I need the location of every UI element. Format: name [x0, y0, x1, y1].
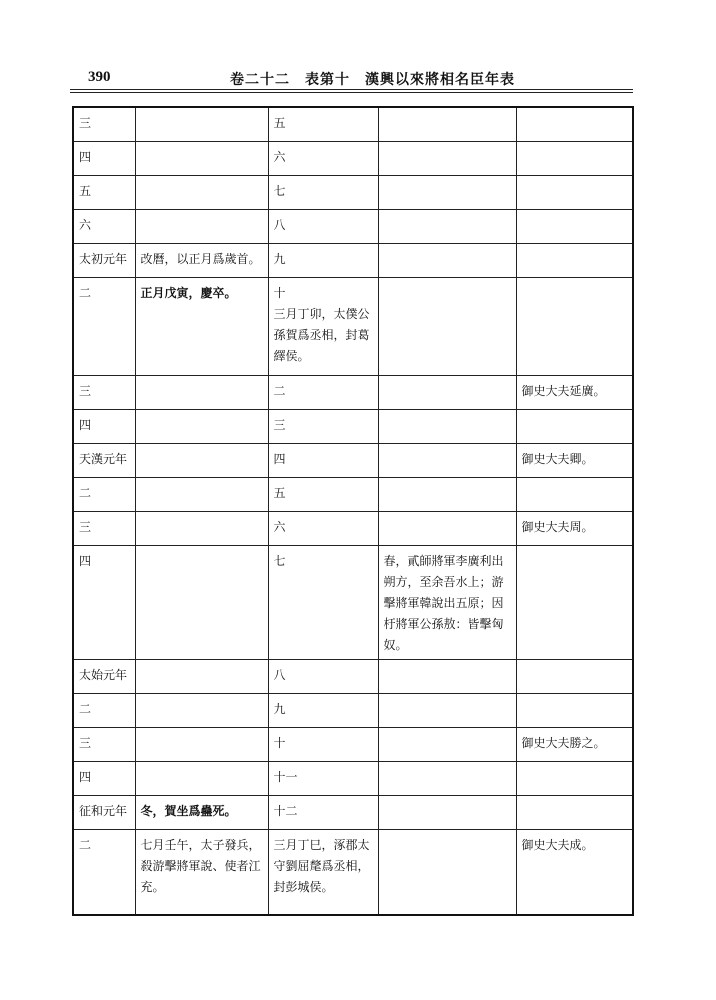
- page-number: 390: [88, 69, 111, 85]
- table-row: [73, 244, 633, 278]
- censor-cell: 御史大夫延廣。: [516, 376, 633, 410]
- year-cell: 三: [73, 376, 135, 410]
- general-cell: [378, 176, 516, 210]
- events-cell: 冬，賀坐爲蠱死。: [135, 796, 268, 830]
- table-row: [73, 278, 633, 376]
- chancellor-cell: 十 三月丁卯，太僕公孫賀爲丞相，封葛繹侯。: [268, 278, 378, 376]
- events-cell: [135, 478, 268, 512]
- chancellor-cell: 五: [268, 107, 378, 142]
- general-cell: [378, 694, 516, 728]
- events-cell: [135, 660, 268, 694]
- table-row: [73, 796, 633, 830]
- events-cell: 正月戊寅，慶卒。: [135, 278, 268, 376]
- table-row: [73, 762, 633, 796]
- chancellor-cell: 七: [268, 546, 378, 660]
- censor-cell: [516, 762, 633, 796]
- general-cell: [378, 762, 516, 796]
- table-row: [73, 176, 633, 210]
- header-rule: [70, 89, 633, 90]
- page-header: [70, 60, 630, 90]
- year-cell: 二: [73, 478, 135, 512]
- events-cell: [135, 410, 268, 444]
- chancellor-cell: 四: [268, 444, 378, 478]
- general-cell: [378, 107, 516, 142]
- table-row: [73, 546, 633, 660]
- year-cell: 二: [73, 278, 135, 376]
- year-cell: 三: [73, 107, 135, 142]
- general-cell: [378, 512, 516, 546]
- running-title: 卷二十二 表第十 漢興以來將相名臣年表: [230, 72, 515, 88]
- events-cell: [135, 142, 268, 176]
- table-row: [73, 107, 633, 142]
- censor-cell: [516, 796, 633, 830]
- general-cell: [378, 478, 516, 512]
- year-cell: 四: [73, 410, 135, 444]
- events-cell: [135, 694, 268, 728]
- censor-cell: [516, 176, 633, 210]
- chronological-table: [72, 106, 634, 916]
- table-row: [73, 512, 633, 546]
- chancellor-cell: 八: [268, 660, 378, 694]
- table-row: [73, 660, 633, 694]
- censor-cell: [516, 410, 633, 444]
- general-cell: 春，貳師將軍李廣利出朔方，至余吾水上；游擊將軍韓說出五原；因杅將軍公孫敖：皆擊匈奴。: [378, 546, 516, 660]
- events-cell: 改曆，以正月爲歲首。: [135, 244, 268, 278]
- table-row: [73, 478, 633, 512]
- chancellor-cell: 五: [268, 478, 378, 512]
- year-cell: 四: [73, 546, 135, 660]
- general-cell: [378, 796, 516, 830]
- chancellor-cell: 十一: [268, 762, 378, 796]
- events-cell: [135, 176, 268, 210]
- year-cell: 天漢元年: [73, 444, 135, 478]
- general-cell: [378, 728, 516, 762]
- year-cell: 三: [73, 512, 135, 546]
- chancellor-cell: 九: [268, 694, 378, 728]
- censor-cell: [516, 694, 633, 728]
- year-cell: 三: [73, 728, 135, 762]
- censor-cell: [516, 278, 633, 376]
- chancellor-cell: 八: [268, 210, 378, 244]
- chancellor-cell: 六: [268, 142, 378, 176]
- year-cell: 四: [73, 762, 135, 796]
- general-cell: [378, 444, 516, 478]
- censor-cell: 御史大夫卿。: [516, 444, 633, 478]
- general-cell: [378, 660, 516, 694]
- table-row: [73, 728, 633, 762]
- table-row: [73, 444, 633, 478]
- events-cell: [135, 107, 268, 142]
- events-cell: 七月壬午，太子發兵，殺游擊將軍說、使者江充。: [135, 830, 268, 916]
- chancellor-cell: 六: [268, 512, 378, 546]
- chancellor-cell: 二: [268, 376, 378, 410]
- events-cell: [135, 210, 268, 244]
- table-row: [73, 210, 633, 244]
- table-body: [73, 107, 633, 915]
- table-row: [73, 376, 633, 410]
- table-row: [73, 694, 633, 728]
- year-cell: 二: [73, 830, 135, 916]
- header-rule: [70, 92, 633, 93]
- chancellor-cell: 三月丁巳，涿郡太守劉屈氂爲丞相，封彭城侯。: [268, 830, 378, 916]
- censor-cell: [516, 660, 633, 694]
- events-cell: [135, 546, 268, 660]
- censor-cell: [516, 546, 633, 660]
- year-cell: 太始元年: [73, 660, 135, 694]
- chancellor-cell: 三: [268, 410, 378, 444]
- chancellor-cell: 九: [268, 244, 378, 278]
- general-cell: [378, 830, 516, 916]
- censor-cell: [516, 142, 633, 176]
- chancellor-cell: 七: [268, 176, 378, 210]
- table-row: [73, 830, 633, 916]
- chancellor-cell: 十: [268, 728, 378, 762]
- year-cell: 四: [73, 142, 135, 176]
- general-cell: [378, 410, 516, 444]
- general-cell: [378, 376, 516, 410]
- censor-cell: [516, 244, 633, 278]
- chancellor-cell: 十二: [268, 796, 378, 830]
- events-cell: [135, 444, 268, 478]
- events-cell: [135, 376, 268, 410]
- general-cell: [378, 244, 516, 278]
- year-cell: 征和元年: [73, 796, 135, 830]
- events-cell: [135, 512, 268, 546]
- general-cell: [378, 142, 516, 176]
- year-cell: 二: [73, 694, 135, 728]
- year-cell: 太初元年: [73, 244, 135, 278]
- censor-cell: 御史大夫成。: [516, 830, 633, 916]
- table-row: [73, 410, 633, 444]
- censor-cell: [516, 107, 633, 142]
- censor-cell: [516, 478, 633, 512]
- censor-cell: 御史大夫勝之。: [516, 728, 633, 762]
- events-cell: [135, 762, 268, 796]
- year-cell: 六: [73, 210, 135, 244]
- general-cell: [378, 210, 516, 244]
- censor-cell: [516, 210, 633, 244]
- general-cell: [378, 278, 516, 376]
- table-row: [73, 142, 633, 176]
- year-cell: 五: [73, 176, 135, 210]
- censor-cell: 御史大夫周。: [516, 512, 633, 546]
- events-cell: [135, 728, 268, 762]
